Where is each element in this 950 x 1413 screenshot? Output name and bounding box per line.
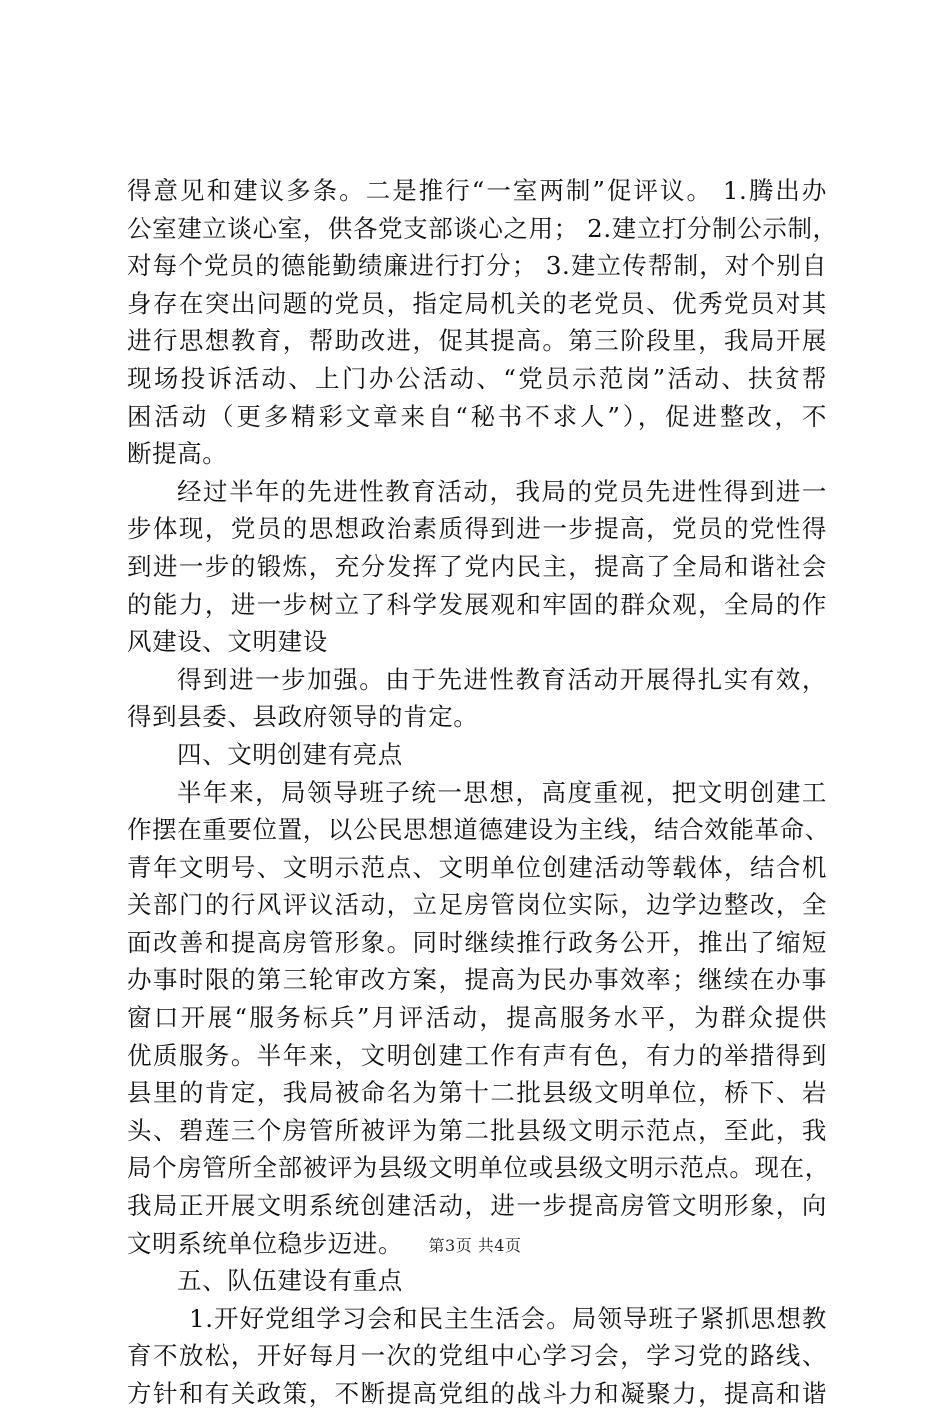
- text-line: 断提高。: [127, 439, 228, 469]
- text-line: 我局正开展文明系统创建活动，进一步提高房管文明形象，向: [127, 1191, 827, 1221]
- text-line: 到进一步的锻炼，充分发挥了党内民主，提高了全局和谐社会: [127, 551, 827, 581]
- text-line: 育不放松，开好每月一次的党组中心学习会，学习党的路线、: [127, 1341, 827, 1371]
- text-line: 1.开好党组学习会和民主生活会。局领导班子紧抓思想教: [189, 1303, 827, 1333]
- text-line: 关部门的行风评议活动，立足房管岗位实际，边学边整改，全: [127, 890, 827, 920]
- text-line: 的能力，进一步树立了科学发展观和牢固的群众观，全局的作: [127, 589, 827, 619]
- text-line: 进行思想教育，帮助改进，促其提高。第三阶段里，我局开展: [127, 326, 827, 356]
- text-line: 得到县委、县政府领导的肯定。: [127, 702, 479, 732]
- text-line: 青年文明号、文明示范点、文明单位创建活动等载体，结合机: [127, 852, 827, 882]
- text-line: 五、队伍建设有重点: [177, 1266, 403, 1296]
- text-line: 步体现，党员的思想政治素质得到进一步提高，党员的党性得: [127, 514, 827, 544]
- text-line: 头、碧莲三个房管所被评为第二批县级文明示范点，至此，我: [127, 1115, 827, 1145]
- text-line: 公室建立谈心室，供各党支部谈心之用； 2.建立打分制公示制，: [127, 213, 838, 243]
- text-line: 优质服务。半年来，文明创建工作有声有色，有力的举措得到: [127, 1040, 827, 1070]
- text-line: 四、文明创建有亮点: [177, 739, 403, 769]
- text-line: 县里的肯定，我局被命名为第十二批县级文明单位，桥下、岩: [127, 1078, 827, 1108]
- text-line: 局个房管所全部被评为县级文明单位或县级文明示范点。现在，: [127, 1153, 830, 1183]
- text-line: 作摆在重要位置，以公民思想道德建设为主线，结合效能革命、: [127, 815, 830, 845]
- text-line: 风建设、文明建设: [127, 627, 328, 657]
- text-line: 方针和有关政策，不断提高党组的战斗力和凝聚力，提高和谐: [127, 1379, 827, 1408]
- page-number: 第3页 共4页: [428, 1236, 522, 1255]
- text-line: 文明系统单位稳步迈进。: [127, 1228, 404, 1258]
- document-body: [127, 172, 838, 1413]
- text-line: 身存在突出问题的党员，指定局机关的老党员、优秀党员对其: [127, 288, 827, 318]
- body-text: [127, 172, 838, 1413]
- page-footer: [0, 1236, 950, 1256]
- text-line: 面改善和提高房管形象。同时继续推行政务公开，推出了缩短: [127, 927, 827, 957]
- text-line: 办事时限的第三轮审改方案，提高为民办事效率；继续在办事: [127, 965, 827, 995]
- text-line: 困活动（更多精彩文章来自“秘书不求人”），促进整改，不: [127, 401, 827, 431]
- text-line: 得到进一步加强。由于先进性教育活动开展得扎实有效，: [177, 664, 827, 694]
- text-line: 得意见和建议多条。二是推行“一室两制”促评议。 1.腾出办: [127, 176, 827, 205]
- text-line: 现场投诉活动、上门办公活动、“党员示范岗”活动、扶贫帮: [127, 363, 827, 393]
- text-line: 经过半年的先进性教育活动，我局的党员先进性得到进一: [177, 476, 827, 506]
- text-line: 窗口开展“服务标兵”月评活动，提高服务水平，为群众提供: [127, 1003, 827, 1033]
- text-line: 对每个党员的德能勤绩廉进行打分； 3.建立传帮制，对个别自: [127, 251, 827, 281]
- text-line: 半年来，局领导班子统一思想，高度重视，把文明创建工: [177, 777, 827, 807]
